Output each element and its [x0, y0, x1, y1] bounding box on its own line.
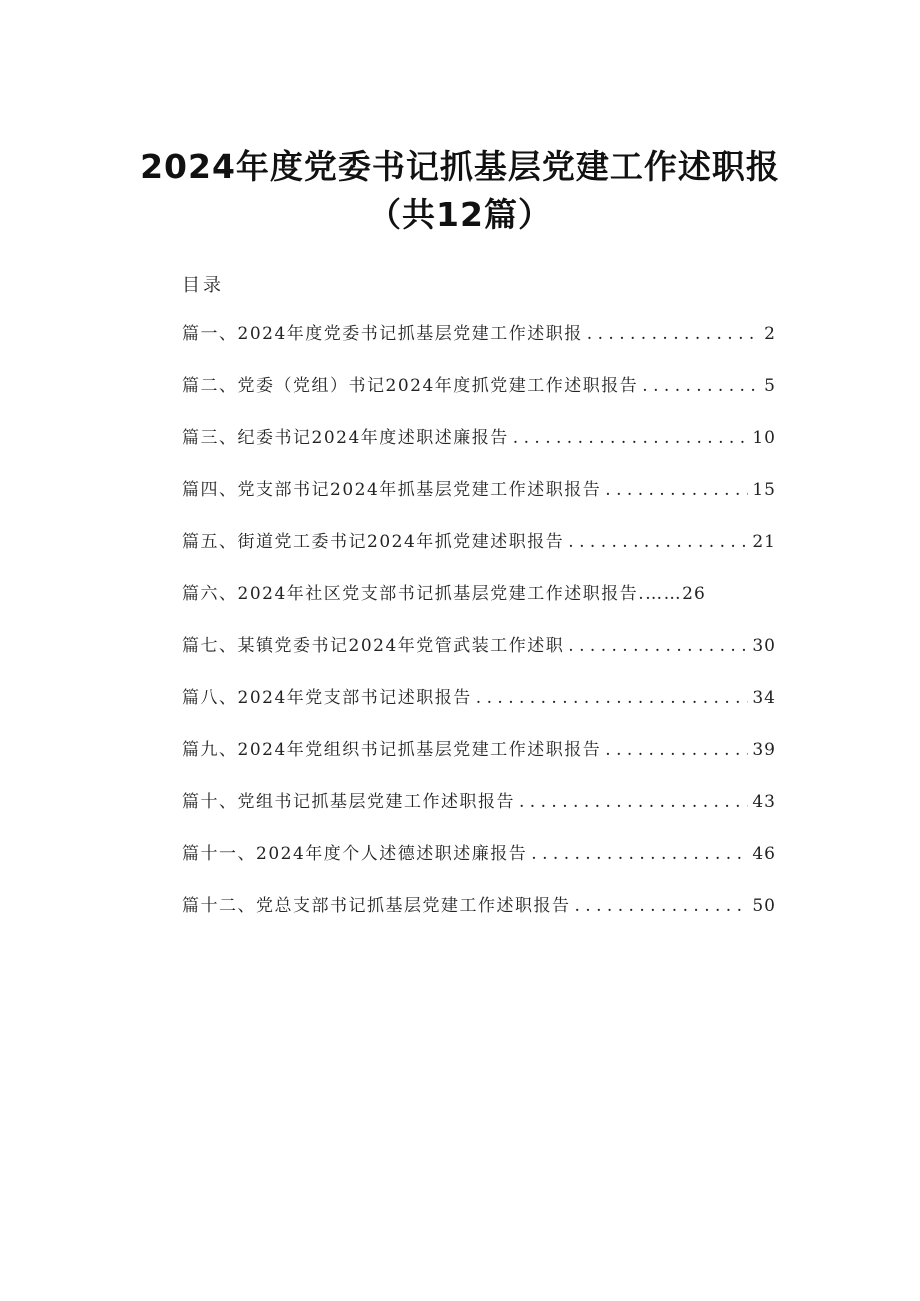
toc-item-3[interactable] [182, 423, 776, 475]
toc-item-page: 50 [752, 896, 776, 916]
toc-item-page: 30 [752, 636, 776, 656]
toc-item-7[interactable] [182, 631, 776, 683]
toc-item-12[interactable] [182, 891, 776, 943]
toc-item-label: 篇十二、党总支部书记抓基层党建工作述职报告 [182, 896, 571, 916]
toc-item-1[interactable] [182, 319, 776, 371]
toc-item-label: 篇八、2024年党支部书记述职报告 [182, 688, 472, 708]
toc-item-label: 篇九、2024年党组织书记抓基层党建工作述职报告 [182, 740, 602, 760]
table-of-contents [182, 319, 776, 943]
toc-leader-dots [568, 636, 748, 656]
toc-item-page: 2 [764, 324, 776, 344]
toc-item-8[interactable] [182, 683, 776, 735]
toc-item-5[interactable] [182, 527, 776, 579]
toc-leader-dots [587, 324, 760, 344]
toc-leader-dots [519, 792, 748, 812]
toc-item-page: 39 [752, 740, 776, 760]
toc-item-11[interactable] [182, 839, 776, 891]
toc-leader-dots [605, 480, 748, 500]
toc-leader-dots [605, 740, 748, 760]
toc-item-label: 篇四、党支部书记2024年抓基层党建工作述职报告 [182, 480, 602, 500]
document-title: 2024年度党委书记抓基层党建工作述职报 [140, 147, 780, 186]
document-subtitle: （共12篇） [368, 195, 552, 234]
toc-leader-dots [513, 428, 749, 448]
toc-item-label: 篇三、纪委书记2024年度述职述廉报告 [182, 428, 509, 448]
toc-item-page: 46 [752, 844, 776, 864]
toc-item-label: 篇二、党委（党组）书记2024年度抓党建工作述职报告 [182, 376, 639, 396]
toc-item-10[interactable] [182, 787, 776, 839]
toc-item-label: 篇一、2024年度党委书记抓基层党建工作述职报 [182, 324, 583, 344]
toc-item-4[interactable] [182, 475, 776, 527]
toc-leader-dots [476, 688, 749, 708]
toc-item-label: 篇十一、2024年度个人述德述职述廉报告 [182, 844, 528, 864]
toc-item-page: 43 [752, 792, 776, 812]
toc-item-page: 10 [752, 428, 776, 448]
toc-item-page: 26 [682, 584, 706, 604]
toc-item-page: 34 [752, 688, 776, 708]
toc-item-label: 篇五、街道党工委书记2024年抓党建述职报告 [182, 532, 565, 552]
toc-item-label: 篇七、某镇党委书记2024年党管武装工作述职 [182, 636, 565, 656]
toc-item-9[interactable] [182, 735, 776, 787]
toc-item-6[interactable] [182, 579, 776, 631]
toc-leader-dots [575, 896, 749, 916]
toc-item-page: 5 [764, 376, 776, 396]
toc-item-page: 15 [752, 480, 776, 500]
toc-leader-dots [642, 376, 760, 396]
toc-item-2[interactable] [182, 371, 776, 423]
toc-item-label: 篇十、党组书记抓基层党建工作述职报告 [182, 792, 515, 812]
toc-leader-dots [531, 844, 748, 864]
toc-item-label: 篇六、2024年社区党支部书记抓基层党建工作述职报告.…… [182, 584, 683, 604]
toc-heading: 目录 [182, 275, 224, 296]
toc-item-page: 21 [752, 532, 776, 552]
toc-leader-dots [568, 532, 748, 552]
